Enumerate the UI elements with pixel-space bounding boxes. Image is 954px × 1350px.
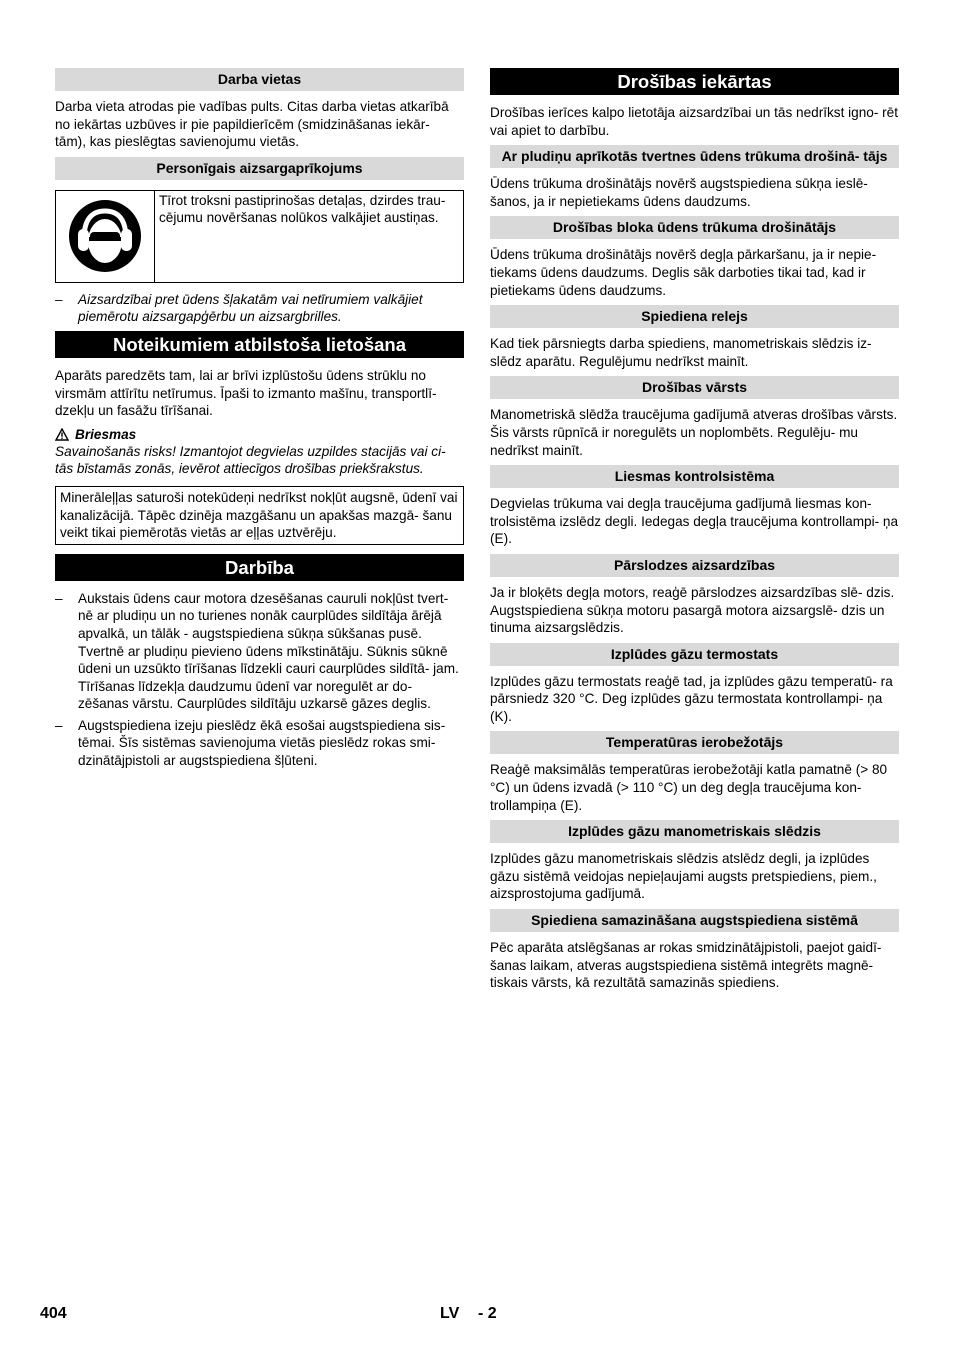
main-heading-safety-devices: Drošības iekārtas bbox=[490, 68, 899, 95]
ear-eye-protection-icon bbox=[56, 191, 155, 282]
section-text: Pēc aparāta atslēgšanas ar rokas smidzinātājpistoli, paejot gaidī- šanas laikam, atveras augstspiediena sistēmā integrēts magnē- tiskais vārsts, kā rezultātā samazinās spiediens. bbox=[490, 940, 882, 991]
section-heading: Temperatūras ierobežotājs bbox=[490, 731, 899, 754]
safety-section bbox=[490, 731, 899, 814]
section-text: Izplūdes gāzu termostats reaģē tad, ja izplūdes gāzu temperatū- ra pārsniedz 320 °C. Deg izplūdes gāzu termostata kontrollampi- ņa (K). bbox=[490, 673, 893, 724]
warning-triangle-icon bbox=[55, 428, 69, 441]
work-places-text: Darba vieta atrodas pie vadības pults. Citas darba vietas atkarībā no iekārtas uzbūves ir pie papildierīcēm (smidzināšanas iekār- tām), kas pieslēgtas savienojumu vietās. bbox=[55, 99, 449, 150]
section-text: Kad tiek pārsniegts darba spiediens, manometriskais slēdzis iz- slēdz aparātu. Regulējumu nedrīkst mainīt. bbox=[490, 336, 872, 369]
safety-section bbox=[490, 820, 899, 903]
dash-marker: – bbox=[55, 291, 63, 307]
section-text: Ja ir bloķēts degļa motors, reaģē pārslodzes aizsardzības slē- dzis. Augstspiediena sūkņa motoru pasargā motora aizsargslē- dzis un tinuma aizsargslēdzis. bbox=[490, 584, 895, 636]
operation-list-item bbox=[55, 717, 464, 770]
safety-section bbox=[490, 216, 899, 299]
language-code: LV bbox=[440, 1305, 460, 1322]
intended-use-text: Aparāts paredzēts tam, lai ar brīvi izplūstošu ūdens strūklu no virsmām attīrītu netīrumus. Īpaši to izmanto mašīnu, transportlī- dzekļu un fasāžu tīrīšanai. bbox=[55, 367, 437, 419]
danger-label bbox=[55, 426, 464, 443]
section-text: Manometriskā slēdža traucējuma gadījumā atveras drošības vārsts. Šis vārsts rūpnīcā ir noregulēts un noplombēts. Regulēju- mu nedrīkst mainīt. bbox=[490, 407, 898, 458]
section-heading: Drošības vārsts bbox=[490, 376, 899, 399]
section-heading: Drošības bloka ūdens trūkuma drošinātājs bbox=[490, 216, 899, 239]
main-heading-operation: Darbība bbox=[55, 554, 464, 581]
environment-note-box: Minerāleļļas saturoši notekūdeņi nedrīkst nokļūt augsnē, ūdenī vai kanalizācijā. Tāpēc dzinēja mazgāšanu un apakšas mazgā- šanu veikt tikai piemērotās vietās ar eļļas uztvērēju. bbox=[55, 486, 464, 545]
right-column bbox=[490, 68, 899, 998]
section-heading: Spiediena relejs bbox=[490, 305, 899, 328]
section-text: Degvielas trūkuma vai degļa traucējuma gadījumā liesmas kon- trolsistēma izslēdz degli. Iedegas degļa traucējuma kontrollampi- ņa (E). bbox=[490, 496, 899, 547]
left-column bbox=[55, 68, 464, 774]
ppe-table bbox=[55, 190, 464, 283]
section-heading: Ar pludiņu aprīkotās tvertnes ūdens trūkuma drošinā- tājs bbox=[490, 145, 899, 168]
operation-item-text: Aukstais ūdens caur motora dzesēšanas cauruli nokļūst tvert- nē ar pludiņu un no turienes nonāk caurplūdes sildītāja ārējā apvalkā, un tālāk - augstspiediena sūkņa sūkšanas pusē. Tvertnē ar pludiņu pievieno ūdens mīkstinātāju. Sūknis sūknē ūdeni un uzsūkto tīrīšanas līdzekli cauri caurplūdes sildītā- jam. Tīrīšanas līdzekļa daudzumu ūdenī var noregulēt ar do- zēšanas vārstu. Caurplūdes sildītāju uzkarsē gāzes deglis. bbox=[78, 590, 459, 712]
dash-marker: – bbox=[55, 590, 63, 606]
safety-section bbox=[490, 305, 899, 370]
section-heading: Izplūdes gāzu termostats bbox=[490, 643, 899, 666]
section-text: Izplūdes gāzu manometriskais slēdzis atslēdz degli, ja izplūdes gāzu sistēmā veidojas nepieļaujami augsts pretspiediens, piem., aizsprostojuma gadījumā. bbox=[490, 851, 877, 902]
safety-section bbox=[490, 909, 899, 992]
section-heading: Liesmas kontrolsistēma bbox=[490, 465, 899, 488]
safety-section bbox=[490, 643, 899, 726]
section-text: Ūdens trūkuma drošinātājs novērš augstspiediena sūkņa ieslē- šanos, ja ir nepietiekams ūdens daudzums. bbox=[490, 176, 868, 209]
page-number: 404 bbox=[40, 1305, 67, 1322]
section-heading: Izplūdes gāzu manometriskais slēdzis bbox=[490, 820, 899, 843]
section-heading-ppe: Personīgais aizsargaprīkojums bbox=[55, 157, 464, 180]
ppe-list-item bbox=[55, 291, 464, 326]
operation-item-text: Augstspiediena izeju pieslēdz ēkā esošai augstspiediena sis- tēmai. Šīs sistēmas savienojuma vietās pieslēdz rokas smi- dzinātājpistoli ar augstspiediena šļūteni. bbox=[78, 717, 446, 769]
section-text: Ūdens trūkuma drošinātājs novērš degļa pārkaršanu, ja ir nepie- tiekams ūdens daudzums. Deglis sāk darboties tikai tad, kad ir pietiekams ūdens daudzums. bbox=[490, 247, 877, 298]
dash-marker: – bbox=[55, 717, 63, 733]
main-heading-intended-use: Noteikumiem atbilstoša lietošana bbox=[55, 331, 464, 358]
safety-section bbox=[490, 145, 899, 210]
safety-intro-text: Drošības ierīces kalpo lietotāja aizsardzībai un tās nedrīkst igno- rēt vai apiet to darbību. bbox=[490, 105, 899, 138]
safety-section bbox=[490, 554, 899, 637]
safety-section bbox=[490, 465, 899, 548]
ppe-text: Tīrot troksni pastiprinošas detaļas, dzirdes trau- cējumu novēršanas nolūkos valkājiet austiņas. bbox=[159, 192, 446, 226]
section-heading: Spiediena samazināšana augstspiediena sistēmā bbox=[490, 909, 899, 932]
section-text: Reaģē maksimālās temperatūras ierobežotāji katla pamatnē (> 80 °C) un ūdens izvadā (> 110 °C) un deg degļa traucējuma kon- trollampiņa (E). bbox=[490, 762, 888, 813]
danger-label-text: Briesmas bbox=[75, 426, 137, 442]
operation-list-item bbox=[55, 590, 464, 713]
section-heading: Pārslodzes aizsardzības bbox=[490, 554, 899, 577]
sub-page-number: - 2 bbox=[478, 1305, 497, 1322]
safety-section bbox=[490, 376, 899, 459]
danger-text: Savainošanās risks! Izmantojot degvielas uzpildes stacijās vai ci- tās bīstamās zonās, ievērot attiecīgos drošības priekšrakstus. bbox=[55, 443, 446, 477]
section-heading-work-places: Darba vietas bbox=[55, 68, 464, 91]
ppe-item-text: Aizsardzībai pret ūdens šļakatām vai netīrumiem valkājiet piemērotu aizsargapģērbu un aizsargbrilles. bbox=[78, 291, 423, 325]
